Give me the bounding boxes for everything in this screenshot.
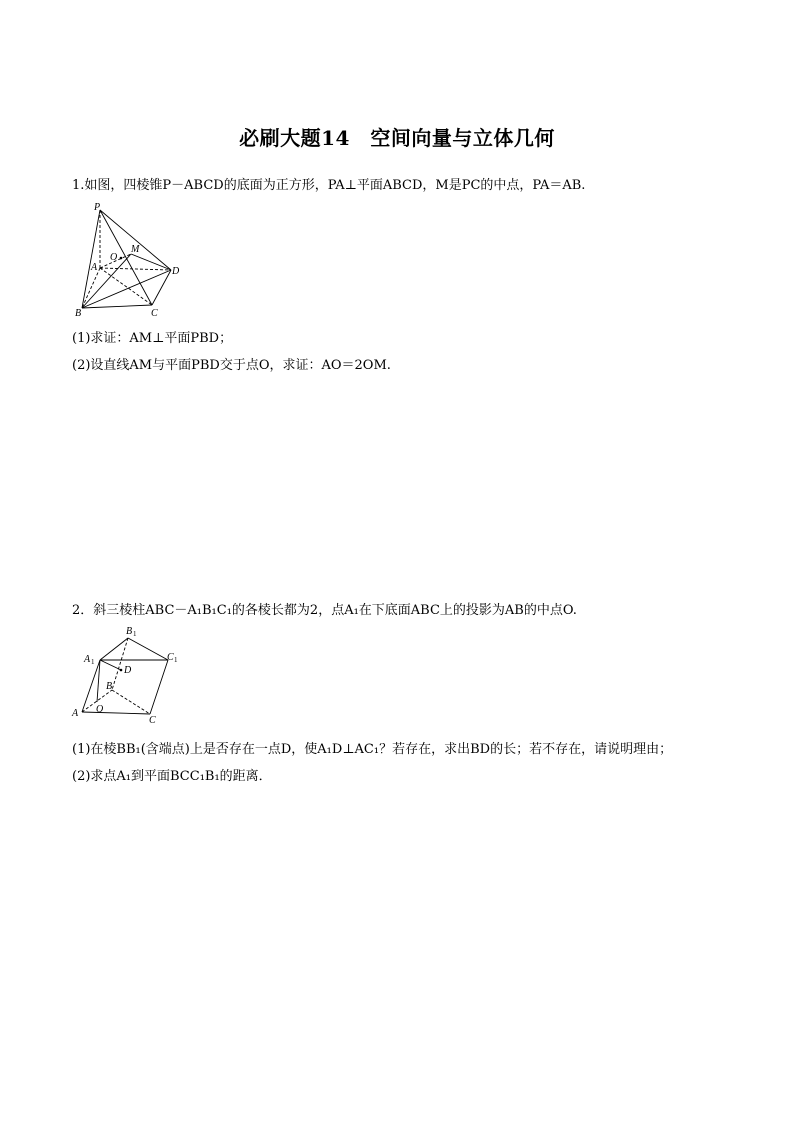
label-b1-sub: 1 (133, 630, 137, 638)
page-title: 必刷大题14 空间向量与立体几何 (239, 126, 555, 150)
label-d: D (172, 266, 180, 277)
point-d (120, 669, 123, 672)
problem2-part2: (2)求点A₁到平面BCC₁B₁的距离． (72, 769, 272, 784)
edge-ad (100, 268, 171, 270)
problem1-stem: 1.如图，四棱锥P－ABCD的底面为正方形，PA⊥平面ABCD，M是PC的中点，PA＝AB. (72, 178, 586, 193)
label-c1: C (167, 652, 174, 663)
problem1-part2: (2)设直线AM与平面PBD交于点O，求证：AO＝2OM. (72, 358, 391, 373)
edge-bc (82, 305, 152, 308)
problem2-part1: (1)在棱BB₁(含端点)上是否存在一点D，使A₁D⊥AC₁？若存在，求出BD的长；若不存在，请说明理由； (72, 742, 673, 757)
edge-a1d (100, 660, 121, 670)
problem2-figure (70, 622, 190, 724)
edge-md (131, 254, 171, 270)
label-o: O (96, 704, 104, 715)
edge-bd (82, 270, 171, 308)
edge-a1b1 (100, 638, 128, 660)
label-a: A (72, 708, 79, 719)
problem1-figure (74, 200, 184, 318)
label-a1-sub: 1 (91, 658, 95, 666)
edge-ac (100, 268, 152, 305)
edge-b1c1 (128, 638, 168, 660)
label-b: B (75, 308, 82, 319)
edge-pb (82, 210, 100, 308)
edge-b1b (112, 638, 128, 690)
label-c: C (151, 308, 158, 319)
edge-bm (82, 254, 131, 308)
edge-ab (82, 268, 100, 308)
label-m: M (131, 244, 140, 255)
problem2-stem: 2．斜三棱柱ABC－A₁B₁C₁的各棱长都为2，点A₁在下底面ABC上的投影为AB的中点O. (72, 603, 577, 618)
label-p: P (94, 202, 101, 213)
edge-bc (112, 690, 150, 714)
label-d: D (124, 665, 132, 676)
label-a: A (91, 262, 98, 273)
point-o (120, 257, 123, 260)
label-b1: B (126, 626, 133, 637)
label-c1-sub: 1 (174, 656, 178, 664)
label-a1: A (84, 654, 91, 665)
label-b: B (106, 681, 113, 692)
edge-c1c (150, 660, 168, 714)
label-o: O (110, 252, 118, 263)
edge-pc (100, 210, 152, 305)
edge-ac (82, 712, 150, 714)
label-c: C (149, 715, 156, 726)
edge-cd (152, 270, 171, 305)
problem1-part1: (1)求证：AM⊥平面PBD； (72, 331, 233, 346)
